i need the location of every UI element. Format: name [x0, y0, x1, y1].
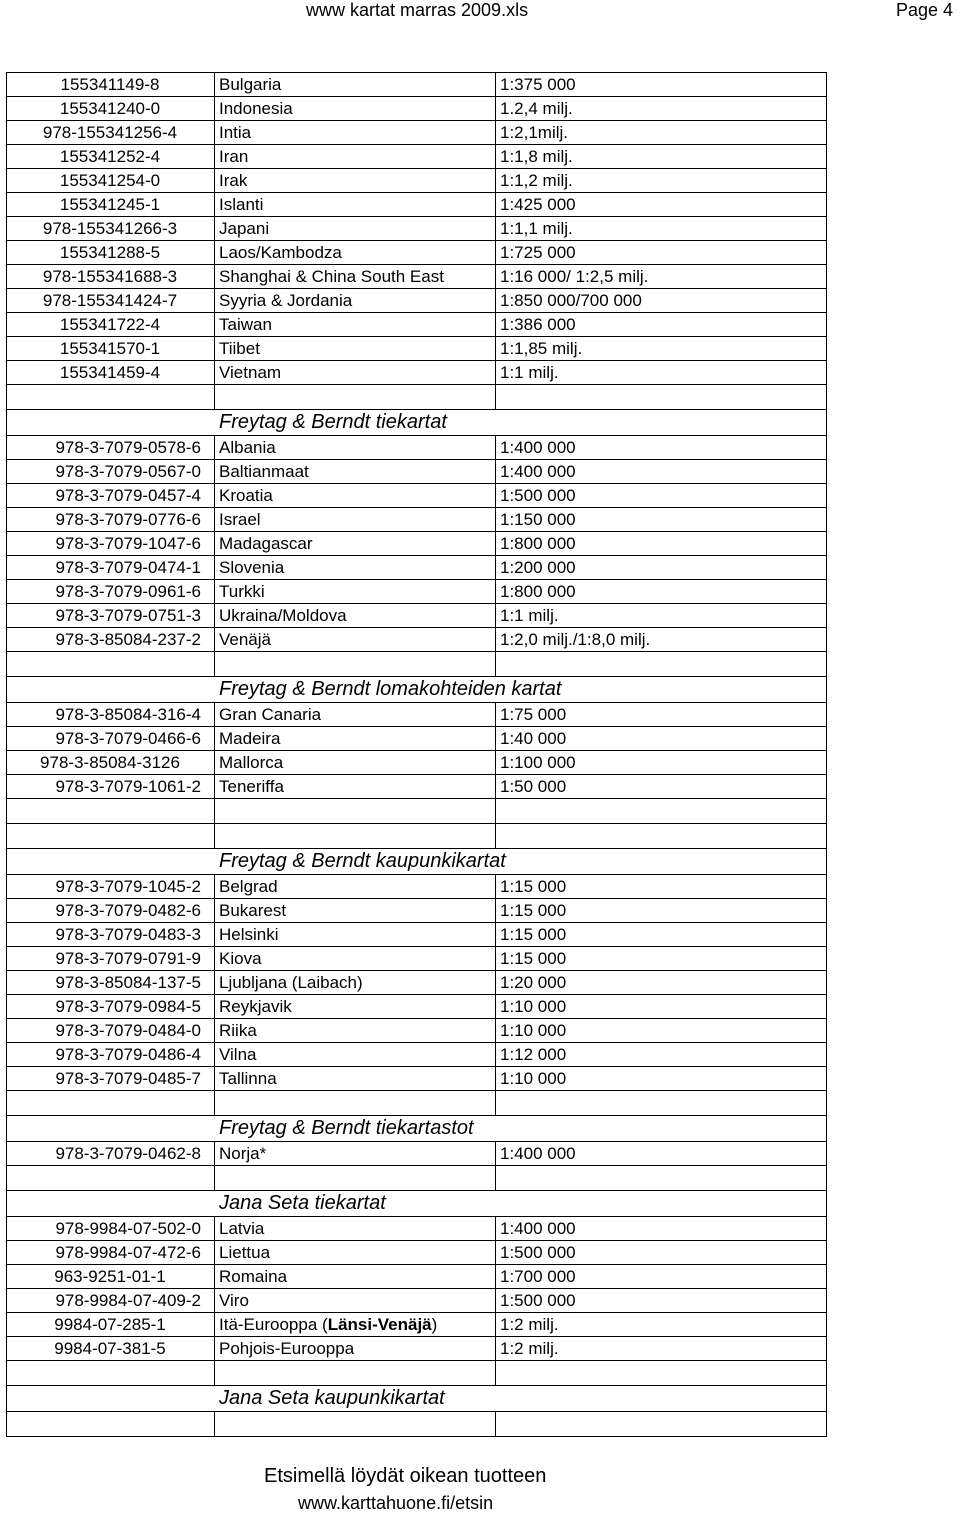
- map-name-cell: Riika: [214, 1019, 494, 1042]
- table-row: [7, 265, 826, 289]
- scale-cell: 1:2,0 milj./1:8,0 milj.: [495, 628, 824, 651]
- scale-cell: 1:1,8 milj.: [495, 145, 824, 168]
- map-name-cell: Intia: [214, 121, 494, 144]
- table-row: [7, 97, 826, 121]
- isbn-cell: 978-3-7079-0484-0: [55, 1021, 201, 1040]
- empty-row: [7, 1091, 826, 1116]
- map-price-table: [6, 72, 827, 1437]
- scale-cell: 1:10 000: [495, 1067, 824, 1090]
- scale-cell: 1:15 000: [495, 875, 824, 898]
- table-row: [7, 484, 826, 508]
- map-name-cell: Syyria & Jordania: [214, 289, 494, 312]
- table-row: [7, 875, 826, 899]
- map-name-cell: Bulgaria: [214, 73, 494, 96]
- scale-cell: 1:400 000: [495, 436, 824, 459]
- map-name-cell: Laos/Kambodza: [214, 241, 494, 264]
- table-row: [7, 1019, 826, 1043]
- empty-cell: [495, 799, 824, 823]
- map-name-cell: Shanghai & China South East: [214, 265, 494, 288]
- isbn-cell: 9984-07-285-1: [54, 1315, 166, 1334]
- empty-cell: [214, 799, 494, 823]
- isbn-cell: 155341252-4: [59, 147, 161, 166]
- isbn-cell: 978-3-85084-137-5: [55, 973, 201, 992]
- map-name-cell: Iran: [214, 145, 494, 168]
- empty-cell: [7, 799, 213, 823]
- scale-cell: 1:2 milj.: [495, 1313, 824, 1336]
- map-name-cell: Kiova: [214, 947, 494, 970]
- page-header: [0, 0, 960, 22]
- isbn-cell: 978-155341424-7: [42, 291, 178, 310]
- scale-cell: 1:10 000: [495, 1019, 824, 1042]
- empty-cell: [214, 652, 494, 676]
- isbn-cell: 978-3-85084-237-2: [55, 630, 201, 649]
- scale-cell: 1:375 000: [495, 73, 824, 96]
- map-name-cell: Ukraina/Moldova: [214, 604, 494, 627]
- table-row: [7, 899, 826, 923]
- isbn-cell: 978-3-7079-0486-4: [55, 1045, 201, 1064]
- empty-cell: [495, 1412, 824, 1436]
- map-name-cell: Albania: [214, 436, 494, 459]
- table-row: [7, 971, 826, 995]
- scale-cell: 1:15 000: [495, 947, 824, 970]
- map-name-cell: Japani: [214, 217, 494, 240]
- isbn-cell: 978-3-85084-316-4: [55, 705, 201, 724]
- map-name-cell: Slovenia: [214, 556, 494, 579]
- scale-cell: 1:800 000: [495, 580, 824, 603]
- map-name-cell: Tallinna: [214, 1067, 494, 1090]
- scale-cell: 1:75 000: [495, 703, 824, 726]
- scale-cell: 1:100 000: [495, 751, 824, 774]
- scale-cell: 1:1 milj.: [495, 361, 824, 384]
- isbn-cell: 978-3-7079-0485-7: [55, 1069, 201, 1088]
- scale-cell: 1:150 000: [495, 508, 824, 531]
- section-header-row: [7, 410, 826, 436]
- map-name-part: Itä-Eurooppa (: [219, 1315, 328, 1334]
- section-header-row: [7, 677, 826, 703]
- table-row: [7, 436, 826, 460]
- empty-cell: [7, 652, 213, 676]
- scale-cell: 1:500 000: [495, 1241, 824, 1264]
- isbn-cell: 155341722-4: [59, 315, 161, 334]
- map-name-cell: Mallorca: [214, 751, 494, 774]
- section-title: Freytag & Berndt kaupunkikartat: [219, 850, 506, 872]
- isbn-cell: 963-9251-01-1: [54, 1267, 166, 1286]
- table-row: [7, 580, 826, 604]
- empty-row: [7, 799, 826, 824]
- scale-cell: 1:1,85 milj.: [495, 337, 824, 360]
- section-title: Freytag & Berndt lomakohteiden kartat: [219, 678, 562, 700]
- isbn-cell: 978-3-7079-1061-2: [55, 777, 201, 796]
- isbn-cell: 978-3-7079-0578-6: [55, 438, 201, 457]
- map-name-cell: Belgrad: [214, 875, 494, 898]
- scale-cell: 1:400 000: [495, 1142, 824, 1165]
- empty-cell: [214, 824, 494, 848]
- empty-cell: [495, 1361, 824, 1385]
- isbn-cell: 978-3-85084-3126: [40, 753, 180, 772]
- table-row: [7, 628, 826, 652]
- section-title: Freytag & Berndt tiekartat: [219, 411, 447, 433]
- table-row: [7, 1265, 826, 1289]
- scale-cell: 1:400 000: [495, 1217, 824, 1240]
- scale-cell: 1:425 000: [495, 193, 824, 216]
- table-row: [7, 947, 826, 971]
- table-row: [7, 289, 826, 313]
- isbn-cell: 978-3-7079-0483-3: [55, 925, 201, 944]
- empty-row: [7, 652, 826, 677]
- isbn-cell: 978-3-7079-0567-0: [55, 462, 201, 481]
- isbn-cell: 978-3-7079-0776-6: [55, 510, 201, 529]
- isbn-cell: 978-3-7079-0482-6: [55, 901, 201, 920]
- map-name-cell: Israel: [214, 508, 494, 531]
- page-number: Page 4: [896, 0, 954, 20]
- map-name-cell: Turkki: [214, 580, 494, 603]
- table-row: [7, 121, 826, 145]
- scale-cell: 1:850 000/700 000: [495, 289, 824, 312]
- empty-cell: [214, 1412, 494, 1436]
- isbn-cell: 978-3-7079-0984-5: [55, 997, 201, 1016]
- isbn-cell: 978-3-7079-0466-6: [55, 729, 201, 748]
- scale-cell: 1:12 000: [495, 1043, 824, 1066]
- empty-cell: [214, 1166, 494, 1190]
- scale-cell: 1:200 000: [495, 556, 824, 579]
- isbn-cell: 155341254-0: [59, 171, 161, 190]
- table-row: [7, 703, 826, 727]
- empty-cell: [214, 1361, 494, 1385]
- isbn-cell: 978-9984-07-472-6: [55, 1243, 201, 1262]
- isbn-cell: 155341288-5: [59, 243, 161, 262]
- map-name-cell: Pohjois-Eurooppa: [214, 1337, 494, 1360]
- table-row: [7, 775, 826, 799]
- empty-cell: [495, 824, 824, 848]
- map-name-cell: Helsinki: [214, 923, 494, 946]
- map-name-bold-part: Länsi-Venäjä: [327, 1315, 432, 1334]
- section-header-row: [7, 1191, 826, 1217]
- scale-cell: 1:15 000: [495, 923, 824, 946]
- map-name-cell: Teneriffa: [214, 775, 494, 798]
- map-name-part: ): [431, 1315, 438, 1334]
- map-name-cell: Ljubljana (Laibach): [214, 971, 494, 994]
- isbn-cell: 155341570-1: [59, 339, 161, 358]
- table-row: [7, 995, 826, 1019]
- section-header-row: [7, 849, 826, 875]
- table-row: [7, 1217, 826, 1241]
- map-name-cell: Taiwan: [214, 313, 494, 336]
- scale-cell: 1:2,1milj.: [495, 121, 824, 144]
- isbn-cell: 978-3-7079-1047-6: [55, 534, 201, 553]
- map-name-cell: Venäjä: [214, 628, 494, 651]
- scale-cell: 1:50 000: [495, 775, 824, 798]
- map-name-cell: Kroatia: [214, 484, 494, 507]
- isbn-cell: 978-9984-07-409-2: [55, 1291, 201, 1310]
- footer-url[interactable]: www.karttahuone.fi/etsin: [298, 1493, 494, 1513]
- table-row: [7, 460, 826, 484]
- table-row: [7, 727, 826, 751]
- empty-cell: [495, 652, 824, 676]
- scale-cell: 1:386 000: [495, 313, 824, 336]
- isbn-cell: 978-3-7079-0457-4: [55, 486, 201, 505]
- map-name-cell: Vilna: [214, 1043, 494, 1066]
- scale-cell: 1:1 milj.: [495, 604, 824, 627]
- section-header-row: [7, 1116, 826, 1142]
- scale-cell: 1:500 000: [495, 1289, 824, 1312]
- map-name-cell: Liettua: [214, 1241, 494, 1264]
- table-row: [7, 532, 826, 556]
- scale-cell: 1:500 000: [495, 484, 824, 507]
- section-title: Jana Seta tiekartat: [219, 1192, 386, 1214]
- map-name-cell: Islanti: [214, 193, 494, 216]
- empty-cell: [495, 1166, 824, 1190]
- empty-row: [7, 385, 826, 410]
- scale-cell: 1:10 000: [495, 995, 824, 1018]
- table-row: [7, 604, 826, 628]
- table-row: [7, 169, 826, 193]
- map-name-cell: Baltianmaat: [214, 460, 494, 483]
- empty-cell: [7, 1166, 213, 1190]
- map-name-cell: Bukarest: [214, 899, 494, 922]
- empty-cell: [7, 1091, 213, 1115]
- scale-cell: 1:40 000: [495, 727, 824, 750]
- isbn-cell: 155341240-0: [59, 99, 161, 118]
- table-row: [7, 337, 826, 361]
- table-row: [7, 508, 826, 532]
- scale-cell: 1:700 000: [495, 1265, 824, 1288]
- map-name-cell: Reykjavik: [214, 995, 494, 1018]
- table-row: [7, 313, 826, 337]
- isbn-cell: 978-3-7079-0791-9: [55, 949, 201, 968]
- table-row: [7, 1337, 826, 1361]
- isbn-cell: 978-3-7079-0474-1: [55, 558, 201, 577]
- isbn-cell: 978-3-7079-0751-3: [55, 606, 201, 625]
- table-row: [7, 556, 826, 580]
- empty-row: [7, 1361, 826, 1386]
- table-row: [7, 241, 826, 265]
- empty-row: [7, 824, 826, 849]
- table-row: [7, 1142, 826, 1166]
- scale-cell: 1:2 milj.: [495, 1337, 824, 1360]
- isbn-cell: 978-155341688-3: [42, 267, 178, 286]
- map-name-cell: [214, 1313, 494, 1336]
- isbn-cell: 978-155341256-4: [42, 123, 178, 142]
- scale-cell: 1:15 000: [495, 899, 824, 922]
- table-row: [7, 1067, 826, 1091]
- table-row: [7, 1313, 826, 1337]
- isbn-cell: 978-155341266-3: [42, 219, 178, 238]
- map-name-cell: Madagascar: [214, 532, 494, 555]
- map-name-cell: Tiibet: [214, 337, 494, 360]
- empty-cell: [7, 1412, 213, 1436]
- isbn-cell: 978-3-7079-0961-6: [55, 582, 201, 601]
- table-row: [7, 1043, 826, 1067]
- empty-cell: [7, 824, 213, 848]
- map-name-cell: Norja*: [214, 1142, 494, 1165]
- map-name-cell: Romaina: [214, 1265, 494, 1288]
- empty-cell: [7, 1361, 213, 1385]
- scale-cell: 1.2,4 milj.: [495, 97, 824, 120]
- empty-cell: [495, 1091, 824, 1115]
- scale-cell: 1:800 000: [495, 532, 824, 555]
- isbn-cell: 978-9984-07-502-0: [55, 1219, 201, 1238]
- scale-cell: 1:1,2 milj.: [495, 169, 824, 192]
- isbn-cell: 155341149-8: [60, 75, 160, 94]
- scale-cell: 1:400 000: [495, 460, 824, 483]
- scale-cell: 1:20 000: [495, 971, 824, 994]
- empty-cell: [214, 1091, 494, 1115]
- isbn-cell: 155341459-4: [59, 363, 161, 382]
- map-name-cell: Latvia: [214, 1217, 494, 1240]
- map-name-cell: Vietnam: [214, 361, 494, 384]
- map-name-cell: Madeira: [214, 727, 494, 750]
- isbn-cell: 155341245-1: [59, 195, 161, 214]
- scale-cell: 1:725 000: [495, 241, 824, 264]
- table-row: [7, 361, 826, 385]
- scale-cell: 1:1,1 milj.: [495, 217, 824, 240]
- section-title: Jana Seta kaupunkikartat: [219, 1387, 445, 1409]
- empty-row: [7, 1412, 826, 1437]
- table-row: [7, 145, 826, 169]
- map-name-cell: Irak: [214, 169, 494, 192]
- table-row: [7, 1289, 826, 1313]
- table-row: [7, 923, 826, 947]
- empty-cell: [7, 385, 213, 409]
- isbn-cell: 978-3-7079-0462-8: [55, 1144, 201, 1163]
- isbn-cell: 978-3-7079-1045-2: [55, 877, 201, 896]
- file-name: www kartat marras 2009.xls: [306, 0, 529, 20]
- isbn-cell: 9984-07-381-5: [54, 1339, 166, 1358]
- footer-tagline: Etsimellä löydät oikean tuotteen: [264, 1465, 547, 1487]
- table-row: [7, 1241, 826, 1265]
- map-name-cell: Gran Canaria: [214, 703, 494, 726]
- section-header-row: [7, 1386, 826, 1412]
- map-name-cell: Viro: [214, 1289, 494, 1312]
- map-name-cell: Indonesia: [214, 97, 494, 120]
- table-row: [7, 751, 826, 775]
- scale-cell: 1:16 000/ 1:2,5 milj.: [495, 265, 824, 288]
- table-row: [7, 193, 826, 217]
- table-row: [7, 217, 826, 241]
- empty-row: [7, 1166, 826, 1191]
- empty-cell: [495, 385, 824, 409]
- section-title: Freytag & Berndt tiekartastot: [219, 1117, 474, 1139]
- table-row: [7, 73, 826, 97]
- empty-cell: [214, 385, 494, 409]
